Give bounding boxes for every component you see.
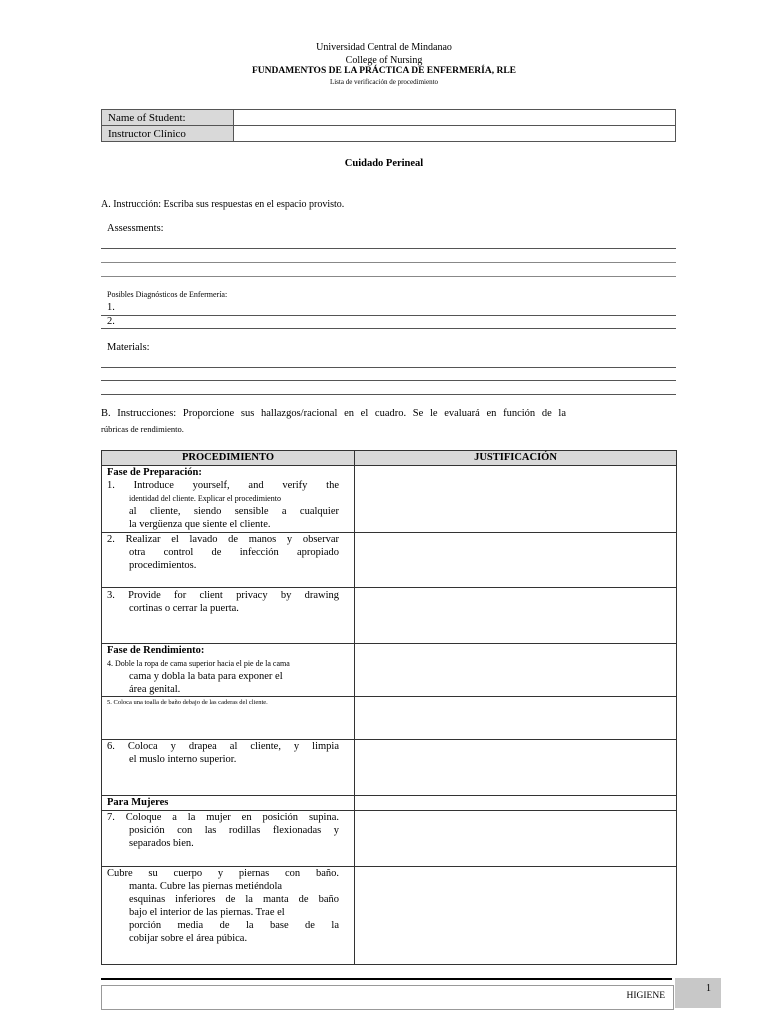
section-a-instruction: A. Instrucción: Escriba sus respuestas en el espacio provisto.: [101, 199, 345, 210]
cover-line-2: manta. Cubre las piernas metiéndola: [129, 881, 283, 892]
materials-line-2[interactable]: [101, 380, 676, 381]
step-5-line-1: 5. Coloca una toalla de baño debajo de las caderas del cliente.: [107, 699, 268, 706]
table-row-step-1: [107, 466, 339, 531]
footer-rule: [101, 978, 672, 980]
assessment-line-2[interactable]: [101, 262, 676, 263]
step-2-line-3: procedimientos.: [129, 560, 197, 571]
step-4-line-3: área genital.: [129, 684, 181, 695]
materials-line-1[interactable]: [101, 367, 676, 368]
procedure-title: Cuidado Perineal: [344, 158, 424, 169]
cover-line-3: esquinas inferiores de la manta de baño: [129, 894, 339, 905]
course-title: FUNDAMENTOS DE LA PRÁCTICA DE ENFERMERÍA, RLE: [251, 66, 516, 76]
step-3-line-2: cortinas o cerrar la puerta.: [129, 603, 239, 614]
justification-cell-step-2[interactable]: [355, 533, 675, 587]
table-row-step-6: [107, 740, 339, 766]
cover-line-5: porción media de la base de la: [129, 920, 339, 931]
student-name-field[interactable]: [234, 110, 676, 126]
table-row-step-5: [107, 696, 339, 709]
justification-cell-step-3[interactable]: [355, 588, 675, 643]
procedure-column-header: PROCEDIMIENTO: [102, 451, 354, 466]
step-7-line-2: posición con las rodillas flexionadas y: [129, 825, 339, 836]
document-subtitle: Lista de verificación de procedimiento: [329, 78, 439, 86]
step-4-line-1: 4. Doble la ropa de cama superior hacia el pie de la cama: [107, 659, 290, 668]
procedure-table: [101, 450, 677, 965]
table-row-step-2: [107, 533, 339, 572]
section-b-instruction: B. Instrucciones: Proporcione sus hallazgos/racional en el cuadro. Se le evaluará en función de la: [101, 408, 566, 419]
section-b-instruction-continued: rúbricas de rendimiento.: [101, 424, 184, 434]
justification-cell-cover[interactable]: [355, 867, 675, 963]
materials-line-3[interactable]: [101, 394, 676, 395]
cover-line-4: bajo el interior de las piernas. Trae el: [129, 907, 285, 918]
step-1-line-4: la vergüenza que siente el cliente.: [129, 519, 271, 530]
step-1-line-2: identidad del cliente. Explicar el procedimiento: [129, 494, 281, 503]
table-row-step-3: [107, 589, 339, 615]
step-7-line-3: separados bien.: [129, 838, 194, 849]
justification-cell-step-4[interactable]: [355, 644, 675, 696]
assessment-line-3[interactable]: [101, 276, 676, 277]
footer-box: [101, 985, 674, 1010]
student-name-label: Name of Student:: [102, 110, 234, 126]
justification-cell-step-7[interactable]: [355, 811, 675, 866]
page-number-box: [675, 978, 721, 1008]
justification-cell-step-6[interactable]: [355, 740, 675, 795]
step-2-line-2: otra control de infección apropiado: [129, 547, 339, 558]
instructor-field[interactable]: [234, 126, 676, 142]
instructor-label: Instructor Clínico: [102, 126, 234, 142]
assessments-label: Assessments:: [107, 223, 164, 234]
university-name: Universidad Central de Mindanao: [316, 42, 452, 53]
step-6-line-2: el muslo interno superior.: [129, 754, 237, 765]
table-row-step-4: [107, 644, 339, 696]
diagnoses-label: Posibles Diagnósticos de Enfermería:: [107, 290, 228, 299]
women-section-heading: Para Mujeres: [107, 797, 169, 808]
assessment-line-1[interactable]: [101, 248, 676, 249]
diagnosis-1-number: 1.: [107, 302, 115, 313]
justification-column-header: JUSTIFICACIÓN: [355, 451, 676, 466]
justification-cell-step-5[interactable]: [355, 697, 675, 739]
step-3-line-1: 3. Provide for client privacy by drawing: [107, 590, 339, 601]
performance-phase-heading: Fase de Rendimiento:: [107, 645, 205, 656]
step-2-line-1: 2. Realizar el lavado de manos y observar: [107, 534, 339, 545]
diagnosis-2-number: 2.: [107, 316, 115, 327]
preparation-phase-heading: Fase de Preparación:: [107, 467, 202, 478]
diagnosis-line-1[interactable]: [101, 315, 676, 316]
diagnosis-line-2[interactable]: [101, 328, 676, 329]
footer-label: HIGIENE: [626, 991, 665, 1001]
cover-line-6: cobijar sobre el área púbica.: [129, 933, 248, 944]
justification-cell-step-1[interactable]: [355, 466, 675, 532]
step-4-line-2: cama y dobla la bata para exponer el: [129, 671, 283, 682]
step-7-line-1: 7. Coloque a la mujer en posición supina.: [107, 812, 339, 823]
cover-line-1: Cubre su cuerpo y piernas con baño.: [107, 868, 339, 879]
step-6-line-1: 6. Coloca y drapea al cliente, y limpia: [107, 741, 339, 752]
page-number: 1: [706, 983, 711, 994]
step-1-line-1: 1. Introduce yourself, and verify the: [107, 480, 339, 491]
table-row-cover: [107, 867, 339, 945]
college-name: College of Nursing: [345, 55, 423, 66]
student-info-table: [101, 109, 676, 142]
table-row-step-7: [107, 811, 339, 850]
materials-label: Materials:: [107, 342, 150, 353]
step-1-line-3: al cliente, siendo sensible a cualquier: [129, 506, 339, 517]
